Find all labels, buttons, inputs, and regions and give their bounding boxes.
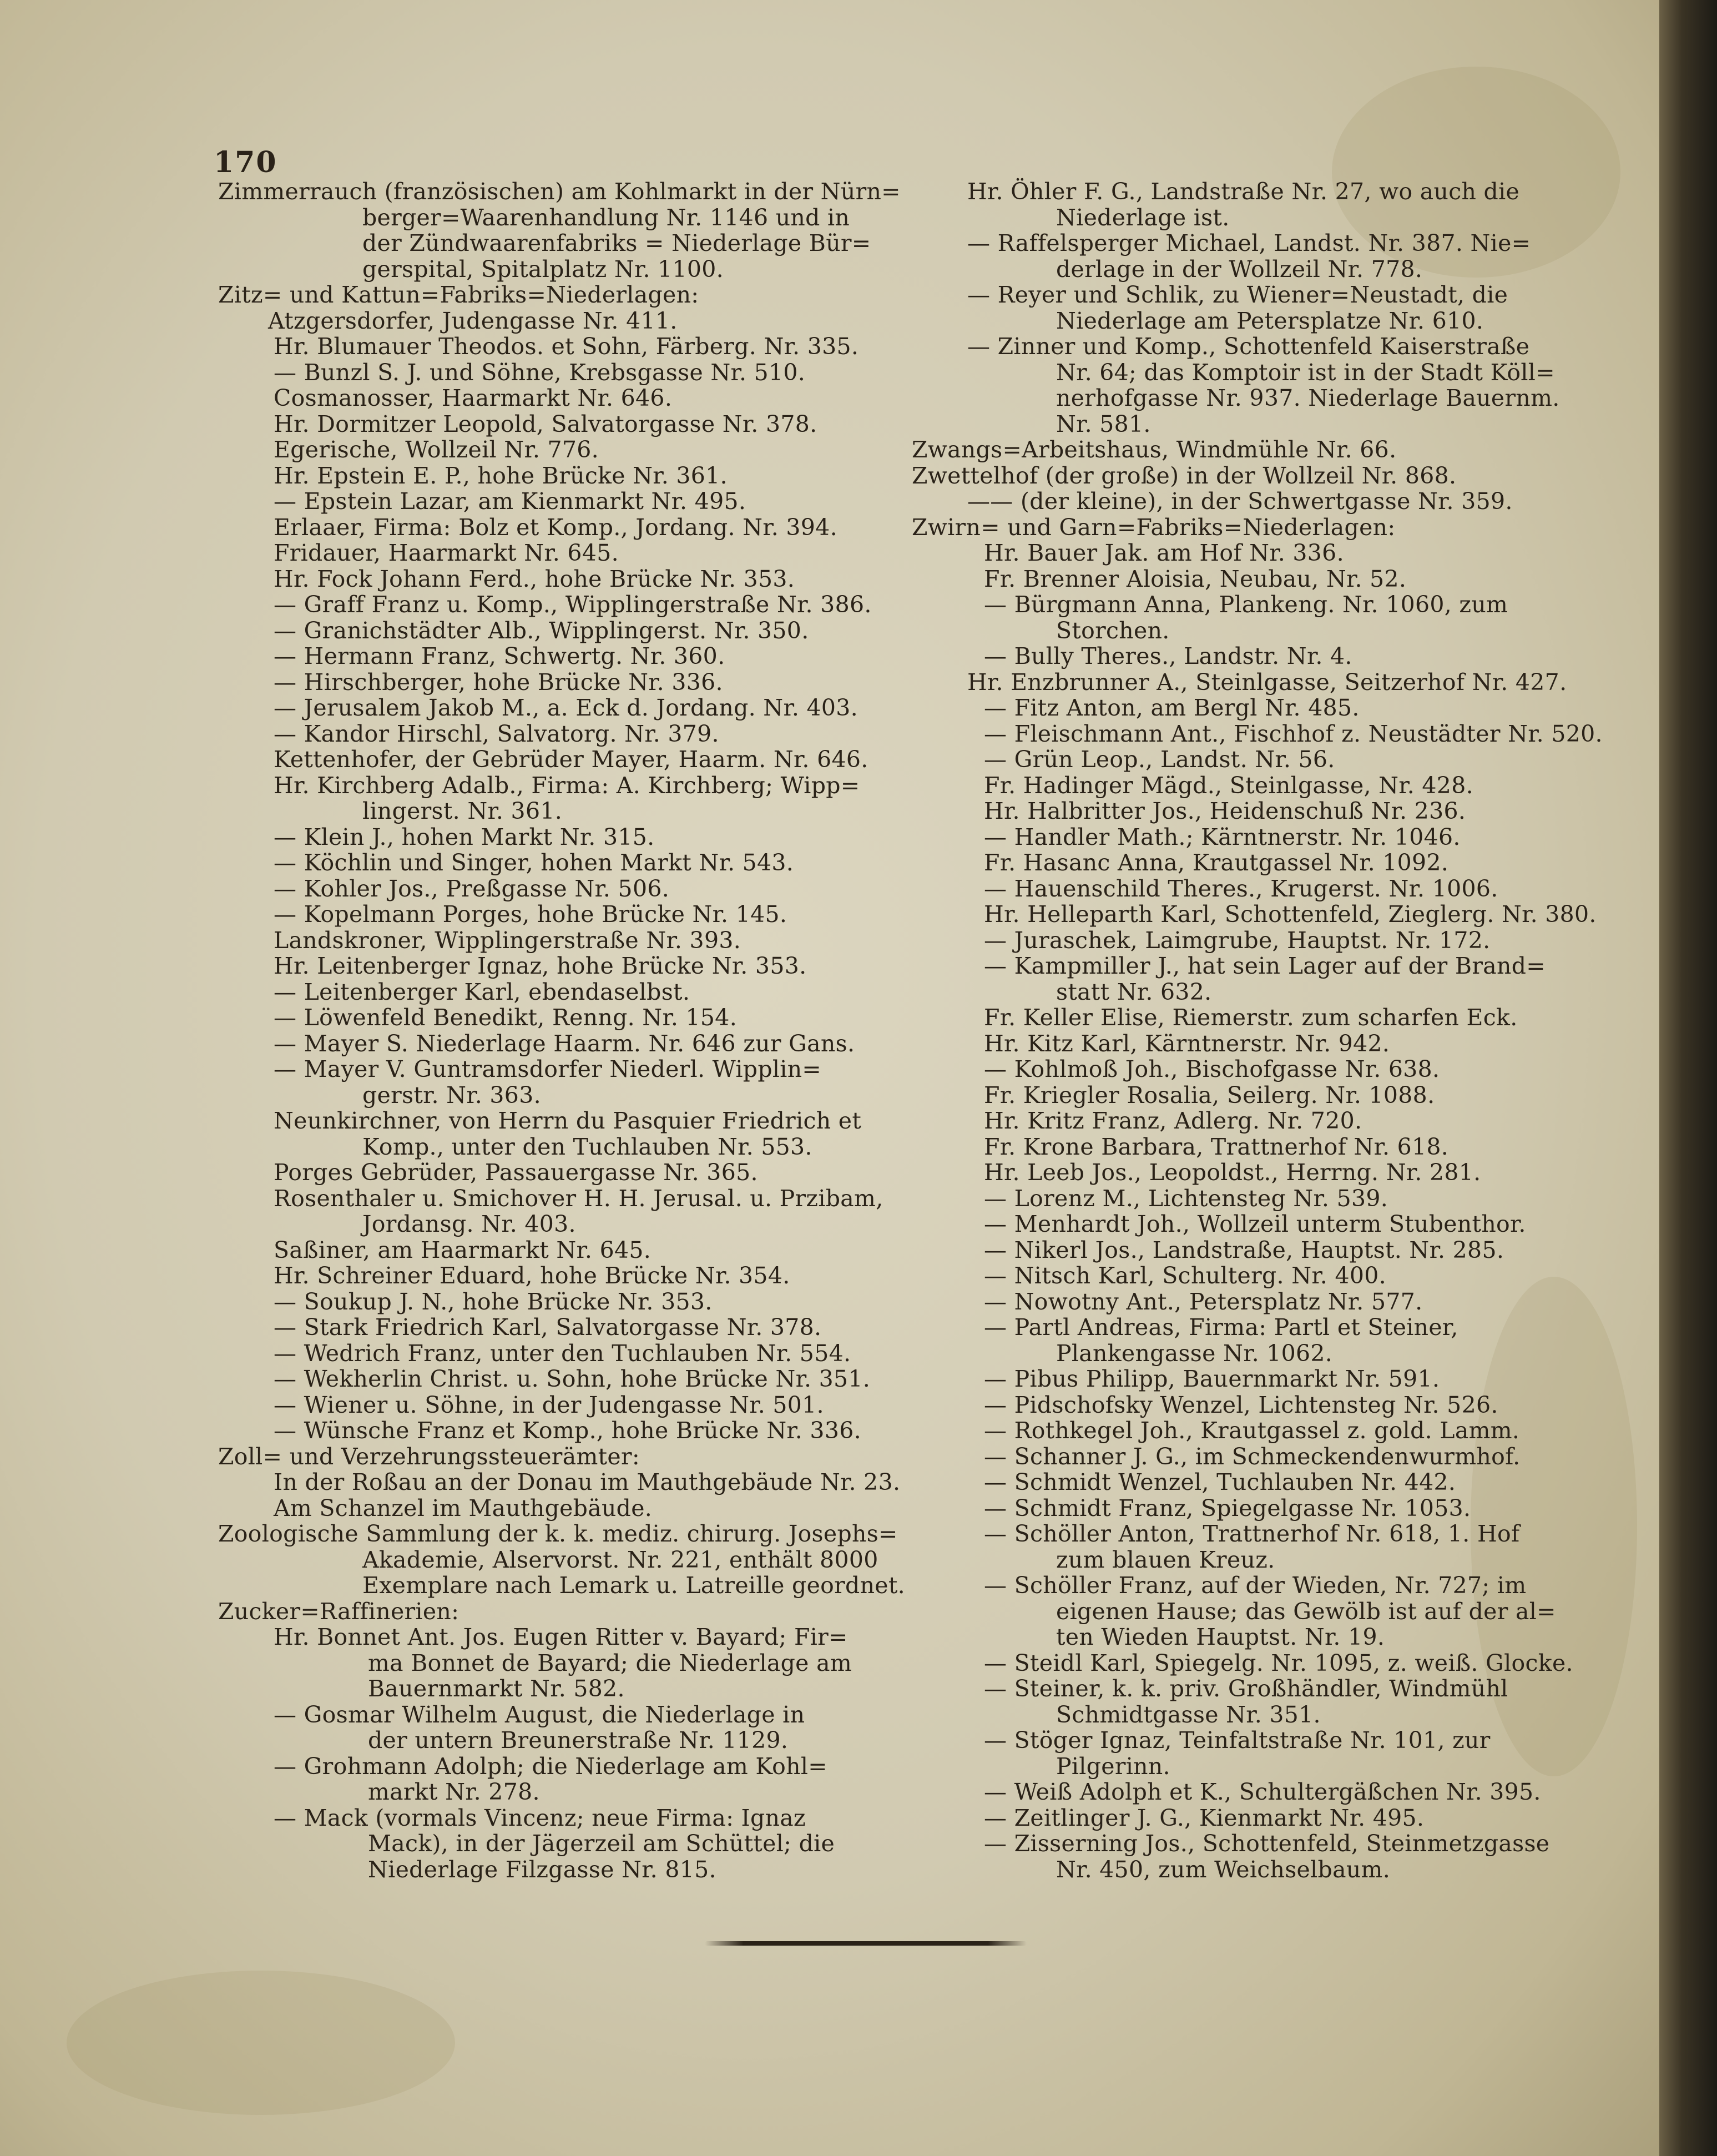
text-line: — Kandor Hirschl, Salvatorg. Nr. 379. [274, 720, 719, 747]
text-line: Zwirn= und Garn=Fabriks=Niederlagen: [912, 513, 1396, 541]
text-line: Niederlage ist. [1056, 204, 1230, 231]
text-line: eigenen Hause; das Gewölb ist auf der al= [1056, 1598, 1556, 1625]
text-line: Fr. Hadinger Mägd., Steinlgasse, Nr. 428. [984, 772, 1473, 799]
text-line: Erlaaer, Firma: Bolz et Komp., Jordang. Nr. 394. [274, 513, 837, 541]
text-line: Nr. 64; das Komptoir ist in der Stadt Köll= [1056, 359, 1555, 386]
text-line: Komp., unter den Tuchlauben Nr. 553. [362, 1133, 812, 1160]
text-line: Zoologische Sammlung der k. k. mediz. chirurg. Josephs= [218, 1520, 898, 1547]
text-line: —— (der kleine), in der Schwertgasse Nr. 359. [967, 488, 1513, 515]
text-line: Zwettelhof (der große) in der Wollzeil Nr. 868. [912, 462, 1457, 489]
page-number: 170 [214, 145, 277, 179]
text-line: Zucker=Raffinerien: [218, 1598, 459, 1625]
text-line: — Granichstädter Alb., Wipplingerst. Nr. 350. [274, 617, 809, 644]
text-line: ten Wieden Hauptst. Nr. 19. [1056, 1624, 1385, 1650]
text-line: — Nikerl Jos., Landstraße, Hauptst. Nr. 285. [984, 1236, 1504, 1263]
text-line: In der Roßau an der Donau im Mauthgebäude Nr. 23. [274, 1469, 901, 1495]
book-edge [1659, 0, 1717, 2156]
text-line: Cosmanosser, Haarmarkt Nr. 646. [274, 385, 673, 411]
text-line: Kettenhofer, der Gebrüder Mayer, Haarm. Nr. 646. [274, 746, 868, 773]
text-line: Hr. Bauer Jak. am Hof Nr. 336. [984, 540, 1344, 566]
text-line: — Gosmar Wilhelm August, die Niederlage in [274, 1701, 805, 1728]
text-line: — Pibus Philipp, Bauernmarkt Nr. 591. [984, 1366, 1440, 1392]
text-line: Hr. Epstein E. P., hohe Brücke Nr. 361. [274, 462, 728, 489]
text-line: lingerst. Nr. 361. [362, 798, 563, 824]
text-line: — Steidl Karl, Spiegelg. Nr. 1095, z. weiß. Glocke. [984, 1649, 1573, 1676]
text-line: — Pidschofsky Wenzel, Lichtensteg Nr. 526. [984, 1391, 1498, 1418]
text-line: Pilgerinn. [1056, 1752, 1170, 1780]
text-line: — Schöller Franz, auf der Wieden, Nr. 727; im [984, 1572, 1527, 1599]
text-line: Fr. Hasanc Anna, Krautgassel Nr. 1092. [984, 849, 1449, 876]
text-line: ma Bonnet de Bayard; die Niederlage am [368, 1649, 852, 1676]
text-line: zum blauen Kreuz. [1056, 1546, 1275, 1573]
text-line: — Jerusalem Jakob M., a. Eck d. Jordang. Nr. 403. [274, 694, 858, 721]
text-line: — Grohmann Adolph; die Niederlage am Kohl= [274, 1752, 827, 1780]
text-line: Hr. Enzbrunner A., Steinlgasse, Seitzerhof Nr. 427. [967, 668, 1567, 696]
text-line: — Hauenschild Theres., Krugerst. Nr. 1006. [984, 875, 1498, 902]
text-line: Hr. Leeb Jos., Leopoldst., Herrng. Nr. 281. [984, 1159, 1481, 1186]
text-line: Zimmerrauch (französischen) am Kohlmarkt in der Nürn= [218, 178, 901, 205]
text-line: — Mayer V. Guntramsdorfer Niederl. Wipplin= [274, 1056, 822, 1082]
text-line: — Mack (vormals Vincenz; neue Firma: Ignaz [274, 1804, 806, 1831]
text-line: Bauernmarkt Nr. 582. [368, 1675, 625, 1702]
text-line: — Kampmiller J., hat sein Lager auf der Brand= [984, 953, 1546, 979]
text-line: — Schmidt Wenzel, Tuchlauben Nr. 442. [984, 1469, 1456, 1495]
left-column [218, 178, 905, 1883]
text-line: markt Nr. 278. [368, 1779, 540, 1805]
text-line: — Klein J., hohen Markt Nr. 315. [274, 823, 655, 850]
text-line: — Schöller Anton, Trattnerhof Nr. 618, 1. Hof [984, 1520, 1520, 1547]
text-line: Hr. Kitz Karl, Kärntnerstr. Nr. 942. [984, 1030, 1390, 1057]
text-line: Hr. Dormitzer Leopold, Salvatorgasse Nr. 378. [274, 410, 817, 437]
text-line: — Schmidt Franz, Spiegelgasse Nr. 1053. [984, 1494, 1471, 1522]
text-line: berger=Waarenhandlung Nr. 1146 und in [362, 204, 850, 231]
text-line: Fr. Kriegler Rosalia, Seilerg. Nr. 1088. [984, 1081, 1435, 1109]
text-line: — Graff Franz u. Komp., Wipplingerstraße Nr. 386. [274, 591, 872, 618]
text-line: Hr. Halbritter Jos., Heidenschuß Nr. 236. [984, 798, 1466, 824]
text-line: statt Nr. 632. [1056, 978, 1212, 1005]
text-line: — Weiß Adolph et K., Schultergäßchen Nr. 395. [984, 1779, 1541, 1805]
text-line: Hr. Öhler F. G., Landstraße Nr. 27, wo auch die [967, 178, 1520, 205]
text-line: Zwangs=Arbeitshaus, Windmühle Nr. 66. [912, 436, 1397, 463]
text-line: — Köchlin und Singer, hohen Markt Nr. 543. [274, 849, 794, 876]
text-line: — Schanner J. G., im Schmeckendenwurmhof. [984, 1443, 1521, 1470]
text-line: — Wiener u. Söhne, in der Judengasse Nr. 501. [274, 1391, 824, 1418]
text-line: Hr. Helleparth Karl, Schottenfeld, Zieglerg. Nr. 380. [984, 901, 1597, 928]
text-line: — Soukup J. N., hohe Brücke Nr. 353. [274, 1288, 713, 1315]
text-line: — Nowotny Ant., Petersplatz Nr. 577. [984, 1288, 1423, 1315]
text-line: der untern Breunerstraße Nr. 1129. [368, 1727, 789, 1754]
text-line: — Wünsche Franz et Komp., hohe Brücke Nr. 336. [274, 1417, 861, 1444]
right-column [912, 178, 1603, 1883]
end-rule [705, 1941, 1027, 1946]
text-line: Hr. Blumauer Theodos. et Sohn, Färberg. Nr. 335. [274, 333, 859, 360]
text-line: — Nitsch Karl, Schulterg. Nr. 400. [984, 1262, 1386, 1289]
text-line: — Hirschberger, hohe Brücke Nr. 336. [274, 668, 723, 696]
text-line: Mack), in der Jägerzeil am Schüttel; die [368, 1830, 835, 1857]
text-line: — Handler Math.; Kärntnerstr. Nr. 1046. [984, 823, 1461, 850]
text-line: Atzgersdorfer, Judengasse Nr. 411. [268, 307, 678, 334]
text-line: Niederlage am Petersplatze Nr. 610. [1056, 307, 1484, 334]
text-line: nerhofgasse Nr. 937. Niederlage Bauernm. [1056, 385, 1560, 411]
text-line: — Stöger Ignaz, Teinfaltstraße Nr. 101, zur [984, 1727, 1491, 1754]
text-line: — Zeitlinger J. G., Kienmarkt Nr. 495. [984, 1804, 1425, 1831]
text-line: Hr. Schreiner Eduard, hohe Brücke Nr. 354. [274, 1262, 790, 1289]
text-line: Akademie, Alservorst. Nr. 221, enthält 8000 [362, 1546, 878, 1573]
text-line: Fr. Brenner Aloisia, Neubau, Nr. 52. [984, 565, 1407, 592]
text-line: gerspital, Spitalplatz Nr. 1100. [362, 255, 724, 283]
text-line: Plankengasse Nr. 1062. [1056, 1339, 1333, 1367]
text-line: — Juraschek, Laimgrube, Hauptst. Nr. 172. [984, 926, 1491, 954]
text-line: — Epstein Lazar, am Kienmarkt Nr. 495. [274, 488, 746, 515]
text-line: — Bully Theres., Landstr. Nr. 4. [984, 643, 1352, 669]
text-line: Zitz= und Kattun=Fabriks=Niederlagen: [218, 281, 699, 308]
text-line: Storchen. [1056, 617, 1170, 644]
text-line: derlage in der Wollzeil Nr. 778. [1056, 255, 1423, 283]
text-line: Fr. Krone Barbara, Trattnerhof Nr. 618. [984, 1133, 1449, 1160]
text-line: der Zündwaarenfabriks = Niederlage Bür= [362, 230, 871, 256]
text-line: — Reyer und Schlik, zu Wiener=Neustadt, die [967, 281, 1508, 308]
text-line: Schmidtgasse Nr. 351. [1056, 1701, 1321, 1728]
text-line: Fr. Keller Elise, Riemerstr. zum scharfen Eck. [984, 1004, 1518, 1031]
text-line: — Raffelsperger Michael, Landst. Nr. 387. Nie= [967, 230, 1531, 256]
text-line: — Grün Leop., Landst. Nr. 56. [984, 746, 1335, 773]
text-line: Niederlage Filzgasse Nr. 815. [368, 1856, 716, 1883]
text-line: Am Schanzel im Mauthgebäude. [274, 1494, 653, 1522]
text-line: Hr. Kritz Franz, Adlerg. Nr. 720. [984, 1107, 1362, 1134]
text-line: — Zisserning Jos., Schottenfeld, Steinmetzgasse [984, 1830, 1550, 1857]
text-line: Saßiner, am Haarmarkt Nr. 645. [274, 1236, 652, 1263]
text-line: — Mayer S. Niederlage Haarm. Nr. 646 zur Gans. [274, 1030, 855, 1057]
text-line: Nr. 581. [1056, 410, 1151, 437]
text-line: — Wekherlin Christ. u. Sohn, hohe Brücke Nr. 351. [274, 1366, 871, 1392]
text-line: — Kohler Jos., Preßgasse Nr. 506. [274, 875, 670, 902]
text-line: Egerische, Wollzeil Nr. 776. [274, 436, 599, 463]
text-line: — Wedrich Franz, unter den Tuchlauben Nr. 554. [274, 1339, 851, 1367]
text-line: Landskroner, Wipplingerstraße Nr. 393. [274, 926, 741, 954]
paper-stain [67, 1971, 455, 2115]
text-line: — Steiner, k. k. priv. Großhändler, Windmühl [984, 1675, 1508, 1702]
text-line: — Partl Andreas, Firma: Partl et Steiner, [984, 1314, 1458, 1341]
text-line: Fridauer, Haarmarkt Nr. 645. [274, 540, 619, 566]
text-line: Rosenthaler u. Smichover H. H. Jerusal. u. Przibam, [274, 1185, 883, 1212]
text-line: — Menhardt Joh., Wollzeil unterm Stubenthor. [984, 1211, 1526, 1237]
text-line: Nr. 450, zum Weichselbaum. [1056, 1856, 1391, 1883]
text-line: — Bürgmann Anna, Plankeng. Nr. 1060, zum [984, 591, 1508, 618]
text-line: — Löwenfeld Benedikt, Renng. Nr. 154. [274, 1004, 738, 1031]
text-line: — Kopelmann Porges, hohe Brücke Nr. 145. [274, 901, 787, 928]
text-line: Hr. Bonnet Ant. Jos. Eugen Ritter v. Bayard; Fir= [274, 1624, 848, 1650]
text-line: Exemplare nach Lemark u. Latreille geordnet. [362, 1572, 905, 1599]
text-line: — Fitz Anton, am Bergl Nr. 485. [984, 694, 1360, 721]
text-line: — Hermann Franz, Schwertg. Nr. 360. [274, 643, 725, 669]
text-line: Zoll= und Verzehrungssteuerämter: [218, 1443, 640, 1470]
text-line: — Fleischmann Ant., Fischhof z. Neustädter Nr. 520. [984, 720, 1603, 747]
text-line: — Zinner und Komp., Schottenfeld Kaiserstraße [967, 333, 1530, 360]
text-line: — Rothkegel Joh., Krautgassel z. gold. Lamm. [984, 1417, 1520, 1444]
text-line: — Lorenz M., Lichtensteg Nr. 539. [984, 1185, 1388, 1212]
text-line: Neunkirchner, von Herrn du Pasquier Friedrich et [274, 1107, 862, 1134]
text-line: Porges Gebrüder, Passauergasse Nr. 365. [274, 1159, 758, 1186]
text-line: — Leitenberger Karl, ebendaselbst. [274, 978, 690, 1005]
text-line: gerstr. Nr. 363. [362, 1081, 541, 1109]
text-line: Hr. Fock Johann Ferd., hohe Brücke Nr. 353. [274, 565, 795, 592]
text-line: — Kohlmoß Joh., Bischofgasse Nr. 638. [984, 1056, 1440, 1082]
text-line: — Bunzl S. J. und Söhne, Krebsgasse Nr. 510. [274, 359, 806, 386]
text-line: Hr. Leitenberger Ignaz, hohe Brücke Nr. 353. [274, 953, 807, 979]
text-line: — Stark Friedrich Karl, Salvatorgasse Nr. 378. [274, 1314, 822, 1341]
text-line: Hr. Kirchberg Adalb., Firma: A. Kirchberg; Wipp= [274, 772, 860, 799]
text-line: Jordansg. Nr. 403. [362, 1211, 576, 1237]
